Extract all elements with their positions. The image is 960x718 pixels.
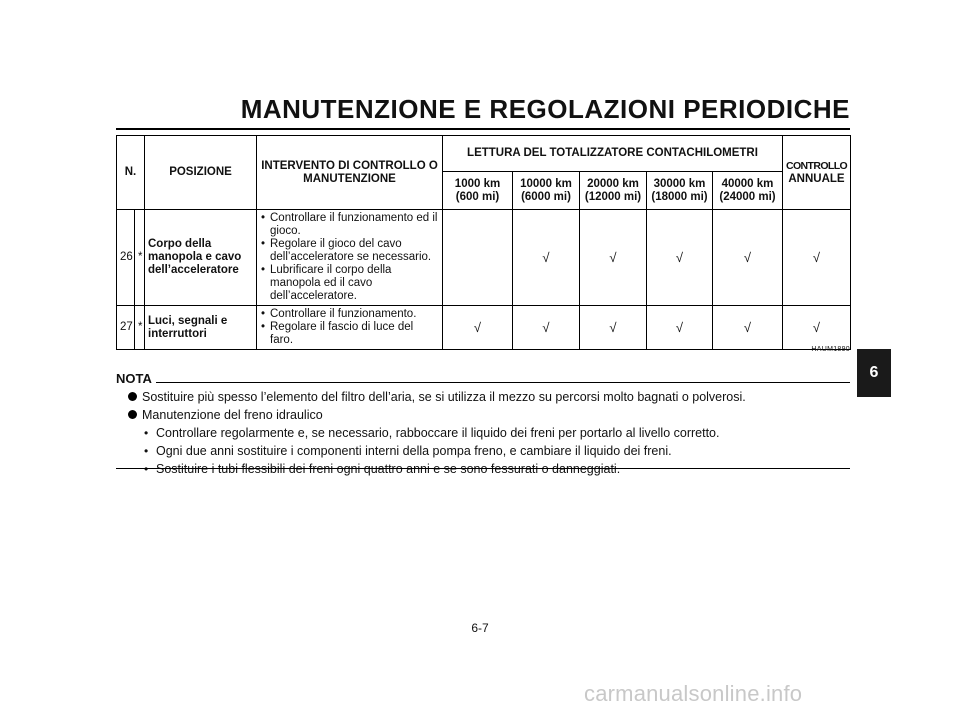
nota-sub-item [126, 424, 846, 442]
watermark: carmanualsonline.info [584, 681, 803, 706]
check-mark [443, 210, 513, 306]
nota-sub-text: Sostituire i tubi flessibili dei freni ogni quattro anni e se sono fessurati o danneggiati. [156, 462, 621, 476]
nota-list [126, 388, 846, 478]
nota-sub-item [126, 460, 846, 478]
page-number: 6-7 [471, 621, 489, 635]
action-item: • Controllare il funzionamento. [260, 308, 439, 321]
check-mark: √ [580, 210, 647, 306]
interval-km: 30000 km [653, 177, 706, 190]
sub-bullet-icon: • [144, 426, 149, 440]
row-number: 27 [117, 306, 135, 350]
check-mark: √ [713, 210, 783, 306]
action-item: • Lubrificare il corpo della manopola ed il cavo dell’acceleratore. [260, 264, 439, 303]
check-mark: √ [783, 306, 851, 350]
interval-mi: (600 mi) [455, 190, 500, 203]
row-number: 26 [117, 210, 135, 306]
check-mark: √ [580, 306, 647, 350]
check-mark: √ [513, 306, 580, 350]
bullet-icon [128, 392, 137, 401]
row-actions [257, 210, 443, 306]
header-annual-line1: CONTROLLO [786, 159, 848, 172]
reference-code: HAUM1890 [811, 346, 850, 353]
header-num: N. [117, 136, 145, 210]
header-interval [713, 172, 783, 210]
sub-bullet-icon: • [144, 444, 149, 458]
sub-bullet-icon: • [144, 462, 149, 476]
nota-item [126, 388, 846, 406]
interval-km: 40000 km [721, 177, 774, 190]
action-item: • Regolare il gioco del cavo dell’acceleratore se necessario. [260, 238, 439, 264]
nota-label: NOTA [116, 371, 152, 386]
interval-mi: (12000 mi) [584, 190, 642, 203]
interval-mi: (6000 mi) [521, 190, 571, 203]
interval-km: 10000 km [520, 177, 572, 190]
action-item: • Regolare il fascio di luce del faro. [260, 321, 439, 347]
chapter-tab: 6 [857, 349, 891, 397]
nota-rule [156, 382, 850, 383]
header-interval [647, 172, 713, 210]
nota-sub-item [126, 442, 846, 460]
header-intervention: INTERVENTO DI CONTROLLO O MANUTENZIONE [257, 136, 443, 210]
nota-sub-text: Ogni due anni sostituire i componenti interni della pompa freno, e cambiare il liquido dei freni. [156, 444, 672, 458]
check-mark: √ [783, 210, 851, 306]
row-position: Luci, segnali e interruttori [145, 306, 257, 350]
header-interval [443, 172, 513, 210]
check-mark: √ [647, 210, 713, 306]
check-mark: √ [513, 210, 580, 306]
nota-item-text: Sostituire più spesso l’elemento del filtro dell’aria, se si utilizza il mezzo su percorsi molto bagnati o polverosi. [142, 390, 746, 404]
interval-mi: (24000 mi) [719, 190, 776, 203]
row-star: * [135, 306, 145, 350]
nota-item-text: Manutenzione del freno idraulico [142, 408, 323, 422]
title-rule [116, 128, 850, 130]
row-actions [257, 306, 443, 350]
interval-km: 20000 km [587, 177, 639, 190]
header-annual-line2: ANNUALE [788, 172, 845, 185]
nota-item [126, 406, 846, 424]
table-row [117, 306, 851, 350]
page-title: MANUTENZIONE E REGOLAZIONI PERIODICHE [240, 94, 850, 124]
bullet-icon [128, 410, 137, 419]
row-position: Corpo della manopola e cavo dell’acceleratore [145, 210, 257, 306]
action-item: • Controllare il funzionamento ed il gioco. [260, 212, 439, 238]
bottom-rule [116, 468, 850, 469]
maintenance-table [116, 135, 851, 350]
nota-sub-text: Controllare regolarmente e, se necessario, rabboccare il liquido dei freni per portarlo al livello corretto. [156, 426, 720, 440]
header-odometer: LETTURA DEL TOTALIZZATORE CONTACHILOMETRI [443, 136, 783, 172]
header-position: POSIZIONE [145, 136, 257, 210]
header-interval [513, 172, 580, 210]
row-star: * [135, 210, 145, 306]
header-interval [580, 172, 647, 210]
check-mark: √ [713, 306, 783, 350]
check-mark: √ [647, 306, 713, 350]
interval-km: 1000 km [454, 177, 501, 190]
interval-mi: (18000 mi) [651, 190, 708, 203]
table-row [117, 210, 851, 306]
header-annual [783, 136, 851, 210]
check-mark: √ [443, 306, 513, 350]
